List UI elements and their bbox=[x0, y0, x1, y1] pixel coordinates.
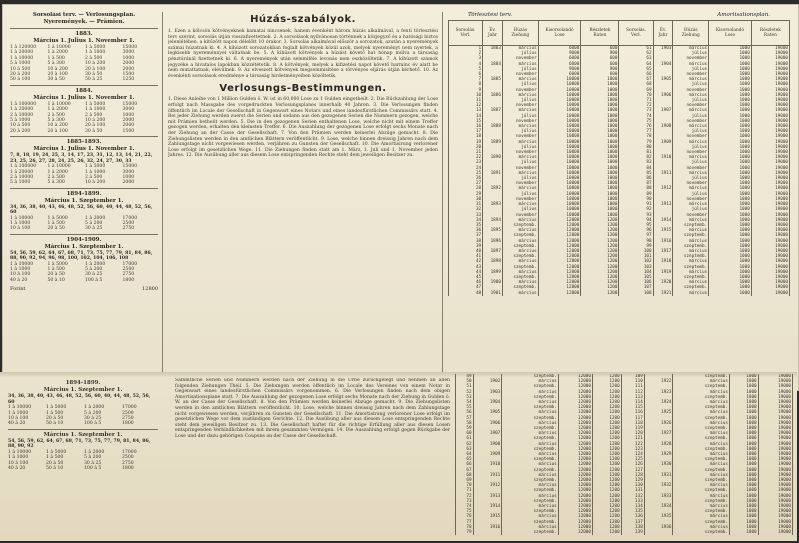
table-row: 10 1886 március 10000 1000 70 1906 március 1000 19000 bbox=[449, 93, 790, 98]
bottom-left-column bbox=[8, 380, 158, 538]
table-row: 64 1909 március 12000 1200 124 1929 március 1000 19000 bbox=[456, 452, 793, 457]
table-row: 34 1894 március 12000 1200 94 1914 március 1000 19000 bbox=[449, 218, 790, 223]
table-row: 59 szeptemb. 12000 1200 119 szeptemb. 1000 19000 bbox=[456, 426, 793, 431]
table-row: 14 július 10000 1000 74 július 1000 19000 bbox=[449, 114, 790, 119]
bottom-middle-text bbox=[175, 378, 450, 538]
table-row: 79 szeptemb. 12000 1200 139 szeptemb. 1000 19000 bbox=[456, 530, 793, 535]
table-row: 9 november 10000 1000 69 november 1000 19000 bbox=[449, 88, 790, 93]
table-row: 32 július 10000 1000 92 július 1000 19000 bbox=[449, 207, 790, 212]
bottom-prize-table: 1 à 10000 1 à 5000 1 à 2000 17000 1 à 1000 1 à 500 5 à 200 2500 10 à 100 20 à 50 30 à 25 2750 40 à 20 50 à 10 100 à 5 1800 bbox=[8, 405, 137, 427]
table-row: 5 július 9000 900 65 július 1000 19000 bbox=[449, 67, 790, 72]
column-header: Részletek Raten bbox=[751, 21, 789, 46]
prize-table-range-1: 1 à 100000 1 à 10000 1 à 5000 15000 1 à 20000 1 à 2000 1 à 1000 3000 2 à 10000 2 à 500 2 à 500 1000 5 à 1000 5 à 300 10 à 200 2000 bbox=[10, 164, 138, 186]
year-range-1: 1885-1893. bbox=[66, 139, 102, 146]
table-row: 16 1888 március 10000 1000 76 1908 március 1000 19000 bbox=[449, 124, 790, 129]
table-row: 23 július 10000 1000 83 július 1000 19000 bbox=[449, 160, 790, 165]
table-row: 3 november 6000 600 63 november 1000 19000 bbox=[449, 56, 790, 61]
table-row: 74 1914 március 12000 1200 134 1934 március 1000 19000 bbox=[456, 504, 793, 509]
table-row: 37 szeptemb. 12000 1200 97 szeptemb. 1000 19000 bbox=[449, 233, 790, 238]
table-row: 25 1891 március 10000 1000 85 1911 március 1000 19000 bbox=[449, 171, 790, 176]
table-row: 41 szeptemb. 12000 1200 101 szeptemb. 1000 19000 bbox=[449, 254, 790, 259]
table-row: 73 szeptemb. 12000 1200 133 szeptemb. 1000 19000 bbox=[456, 499, 793, 504]
rules-column bbox=[168, 12, 438, 372]
bottom-year-range: 1894-1899. bbox=[65, 380, 101, 386]
column-header: Kisorsolandó Lose bbox=[709, 21, 752, 46]
table-row: 52 1903 március 12000 1200 112 1923 március 1000 19000 bbox=[456, 390, 793, 395]
table-row: 2 július 9000 900 62 július 1000 19000 bbox=[449, 51, 790, 56]
column-header: Sorsolás. Verl. bbox=[449, 21, 483, 46]
divider bbox=[10, 136, 158, 137]
table-row: 8 július 10000 1000 68 július 1000 19000 bbox=[449, 82, 790, 87]
left-total bbox=[10, 286, 158, 292]
column-header: Év. Jahr bbox=[483, 21, 503, 46]
table-row: 47 szeptemb. 12000 1200 107 szeptemb. 1000 19000 bbox=[449, 285, 790, 290]
table-row: 75 szeptemb. 12000 1200 135 szeptemb. 1000 19000 bbox=[456, 509, 793, 514]
column-divider bbox=[162, 12, 163, 372]
column-header: Részletek Raten bbox=[581, 21, 619, 46]
year-1884: 1884. bbox=[75, 87, 93, 94]
table-header-row bbox=[449, 21, 790, 46]
total-value: 12800 bbox=[142, 286, 158, 293]
table-row: 60 1907 március 12000 1200 120 1927 március 1000 19000 bbox=[456, 431, 793, 436]
table-row: 39 szeptemb. 12000 1200 99 szeptemb. 1000 19000 bbox=[449, 244, 790, 249]
divider bbox=[10, 85, 158, 86]
column-header: Sorsolás. Verl. bbox=[619, 21, 653, 46]
column-divider bbox=[442, 12, 443, 372]
table-row: 19 1889 március 10000 1000 79 1909 március 1000 19000 bbox=[449, 140, 790, 145]
table-row: 42 1898 március 12000 1200 102 1918 március 1000 19000 bbox=[449, 259, 790, 264]
table-row: 44 1899 március 12000 1200 104 1919 március 1000 19000 bbox=[449, 270, 790, 275]
column-header: Kisorsolandó Lose bbox=[538, 21, 581, 46]
table-row: 63 szeptemb. 12000 1200 123 szeptemb. 1000 19000 bbox=[456, 447, 793, 452]
table-row: 31 1893 március 10000 1000 91 1913 március 1000 19000 bbox=[449, 202, 790, 207]
table-row: 11 július 10000 1000 71 július 1000 19000 bbox=[449, 98, 790, 103]
rules-text-de: 1. Diese Anleihe von 1 Million Gulden ö. W. ist in 60,000 Lose zu 1 Gulden eingetheilt. 2. Die Rückzahlung der Lose erfolgt nach Massgabe des vorgedruckten Verlosungsplanes innerhalb 40 Jahren. 3. Die Verlosungen finden öffentlich im Locale der Gesellschaft in Gegenwart eines Notars und eines landesfürstlichen Commissärs statt. 4. Bei jeder Ziehung werden zuerst die Serien und sodann aus den gezogenen Serien die Nummern gezogen, welche mit Prämien betheilt werden. 5. Die in den gezogenen Serien enthaltenen Lose, welche nicht mit einem Treffer gezogen werden, erhalten den kleinsten Treffer. 6. Die Auszahlung der gezogenen Lose erfolgt sechs Monate nach der Ziehung an der Casse der Gesellschaft. 7. Von den Prämien werden keinerlei Abzüge gemacht. 8. Die Ziehungslisten werden in den amtlichen Blättern veröffentlicht. 9. Lose, welche binnen dreissig Jahren nach dem Zahlungstage nicht vorgewiesen werden, verjähren zu Gunsten der Gesellschaft. 10. Die Amortisirung verlorener Lose erfolgt im gesetzlichen Wege. 11. Die Ziehungen finden statt am 1. März, 1. Juli und 1. November jeden Jahres. 12. Die Ausübung aller aus diesem Lose entspringenden Rechte steht dem jeweiligen Besitzer zu. bbox=[168, 97, 438, 159]
prize-table-range-3: 1 à 10000 1 à 5000 1 à 2000 17000 1 à 1000 1 à 500 5 à 200 2500 10 à 100 20 à 50 30 à 25 2750 40 à 20 50 à 10 100 à 5 1800 bbox=[10, 261, 138, 283]
bottom-prize-table-2: 1 à 10000 1 à 5000 1 à 2000 17000 1 à 1000 1 à 500 5 à 200 2500 10 à 100 20 à 50 30 à 25 2750 40 à 20 50 à 10 100 à 5 1800 bbox=[8, 450, 137, 472]
table-row: 45 szeptemb. 12000 1200 105 szeptemb. 1000 19000 bbox=[449, 275, 790, 280]
bottom-draw-numbers-2: 54, 56, 59, 62, 64, 67, 68, 71, 73, 75, 77, 79, 81, 84, 86, 88, 90, 92 bbox=[8, 438, 151, 450]
amortisation-header bbox=[448, 12, 790, 20]
table-row: 38 1896 március 12000 1200 98 1916 március 1000 19000 bbox=[449, 239, 790, 244]
table-row: 50 1902 március 12000 1200 110 1922 március 1000 19000 bbox=[456, 379, 793, 384]
table-row: 30 november 10000 1000 90 november 1000 19000 bbox=[449, 197, 790, 202]
table-row: 40 1897 március 12000 1200 100 1917 március 1000 19000 bbox=[449, 249, 790, 254]
table-row: 57 szeptemb. 12000 1200 117 szeptemb. 1000 19000 bbox=[456, 416, 793, 421]
months-range-1: Március 1. Julius 1. November 1. bbox=[33, 146, 135, 153]
column-header: Húzás Ziehung bbox=[502, 21, 538, 46]
prize-table-range-2: 1 à 10000 1 à 5000 1 à 2000 17000 1 à 1000 1 à 500 5 à 200 2500 10 à 100 20 à 50 30 à 25 2750 bbox=[10, 215, 138, 232]
draw-numbers-3: 54, 56, 59, 62, 64, 67, 68, 71, 73, 75, 77, 79, 81, 84, 86, 88, 90, 92, 94, 96, 98, 100, 102, 104, 106, 108 bbox=[10, 250, 153, 262]
table-row: 62 1908 március 12000 1200 122 1928 március 1000 19000 bbox=[456, 442, 793, 447]
table-row: 51 szeptemb. 12000 1200 111 szeptemb. 1000 19000 bbox=[456, 384, 793, 389]
table-row: 26 július 10000 1000 86 július 1000 19000 bbox=[449, 176, 790, 181]
table-row: 69 szeptemb. 12000 1200 129 szeptemb. 1000 19000 bbox=[456, 478, 793, 483]
table-row: 36 1895 március 12000 1200 96 1915 március 1000 19000 bbox=[449, 228, 790, 233]
table-row: 33 november 10000 1000 93 november 1000 19000 bbox=[449, 213, 790, 218]
table-row: 7 1885 március 10000 1000 67 1905 március 1000 19000 bbox=[449, 77, 790, 82]
prize-table-1883: 1 à 120000 1 à 10000 1 à 5000 15000 1 à 20000 1 à 2000 1 à 1000 3000 1 à 10000 1 à 500 2 à 500 1000 5 à 1000 5 à 300 10 à 200 2000 10 à 500 10 à 200 20 à 100 2000 20 à 200 20 à 100 30 à 50 1500 50 à 100 30 à 50 50 à 25 1250 bbox=[10, 45, 138, 83]
rules-text-hu: 1. Ezen a kölcsön kötvényeknek kamatai nincsenek, hanem évenként három húzás alkalmával, a fenti törlesztési terv szerint, sorsolás útján visszafizettetnek. 2. A sorsolások nyilvánosan történnek a közjegyző és a hatósági biztos jelenlétében, a kitűzött napon délelőtt 10 órakor. 3. Sorsolás alkalmával először a sorozatok, azután a nyeremények számai húzatnak ki. 4. A kihúzott sorozatokban foglalt kötvények közül azok, melyek nyereményt nem nyertek, a legkisebb nyereménnyel váltatnak be. 5. A kihúzott kötvények a húzást követő hat hónap múlva a társaság pénztáránál fizettetnek ki. 6. A nyeremények után semmiféle levonás nem eszközöltetik. 7. A kihúzott számok jegyzéke a hivatalos lapokban közzététetik. 8. A kötvények, melyek a kifizetési napot követő harminc év alatt be nem mutattatnak, elévülnek. 9. Az elveszett kötvények megsemmisítése a törvényes eljárás útján kérhető. 10. Az évenkénti sorsolások eredménye a társaság hirdetményeiben közöltetik. bbox=[168, 29, 438, 79]
table-row: 4 1884 március 6000 600 64 1904 március 1000 19000 bbox=[449, 62, 790, 67]
year-range-3: 1904-1909. bbox=[66, 236, 102, 243]
table-row: 70 1912 március 12000 1200 130 1932 március 1000 19000 bbox=[456, 483, 793, 488]
draw-numbers: 7, 8, 18, 19, 24, 25, 3, 14, 17, 23, 31, 12, 13, 14, 21, 22, 23, 25, 26, 27, 28, 24, 25, 26, 32, 24, 27, 30, 33 bbox=[10, 153, 153, 164]
table-row: 28 1892 március 10000 1000 88 1912 március 1000 19000 bbox=[449, 186, 790, 191]
months-1883: Március 1. Julius 1. November 1. bbox=[33, 38, 135, 44]
table-row: 17 július 10000 1000 77 július 1000 19000 bbox=[449, 129, 790, 134]
left-header-1: Sorsolási terv. — Verlosungsplan. bbox=[32, 12, 136, 18]
left-prize-column bbox=[10, 12, 158, 372]
table-row: 15 november 10000 1000 75 november 1000 19000 bbox=[449, 119, 790, 124]
table-row: 61 szeptemb. 12000 1200 121 szeptemb. 1000 19000 bbox=[456, 436, 793, 441]
table-row: 66 1910 március 12000 1200 126 1930 március 1000 19000 bbox=[456, 462, 793, 467]
bottom-amortisation-table bbox=[455, 374, 793, 535]
left-header-2: Nyeremények. — Prämien. bbox=[43, 19, 125, 25]
table-row: 76 1915 március 12000 1200 136 1935 március 1000 19000 bbox=[456, 514, 793, 519]
table-row: 27 november 10000 1000 87 november 1000 19000 bbox=[449, 181, 790, 186]
table-row: 78 1916 március 12000 1200 138 1936 március 1000 19000 bbox=[456, 525, 793, 530]
table-row: 77 szeptemb. 12000 1200 137 szeptemb. 1000 19000 bbox=[456, 520, 793, 525]
bottom-draw-numbers: 34, 36, 38, 40, 43, 46, 48, 52, 56, 60, 40, 44, 48, 52, 56, 60 bbox=[8, 394, 151, 405]
total-label: Forint bbox=[10, 286, 26, 293]
table-row: 43 szeptemb. 12000 1200 103 szeptemb. 1000 19000 bbox=[449, 265, 790, 270]
table-row: 72 1913 március 12000 1200 132 1933 március 1000 19000 bbox=[456, 494, 793, 499]
table-row: 21 november 10000 1000 81 november 1000 19000 bbox=[449, 150, 790, 155]
draw-numbers-2: 34, 36, 38, 40, 43, 46, 48, 52, 56, 60, 40, 44, 48, 52, 56, 60 bbox=[10, 204, 153, 216]
amortisation-table-area bbox=[448, 12, 790, 372]
table-row: 13 1887 március 10000 1000 73 1907 március 1000 19000 bbox=[449, 108, 790, 113]
year-range-2: 1894-1899. bbox=[66, 190, 102, 197]
table-row: 55 szeptemb. 12000 1200 115 szeptemb. 1000 19000 bbox=[456, 405, 793, 410]
divider bbox=[10, 234, 158, 235]
column-header: Év. Jahr bbox=[653, 21, 673, 46]
bottom-rules-text: Sämmtliche Serien und Nummern werden nach der Ziehung in die Urne zurückgelegt und nehmen an allen folgenden Ziehungen Theil. 5. Die Ziehungen werden öffentlich im Locale des Vereines von einem Notar in Gegenwart eines landesfürstlichen Commissärs vorgenommen. 6. Die Verlosungen finden nach dem obigen Amortisationsplane statt. 7. Die Auszahlung der gezogenen Lose erfolgt sechs Monate nach der Ziehung in Gulden ö. W. an der Casse der Gesellschaft. 8. Von den Prämien werden keinerlei Abzüge gemacht. 9. Die Ziehungslisten werden in den amtlichen Blättern veröffentlicht. 10. Lose, welche binnen dreissig Jahren nach dem Zahlungstage nicht vorgewiesen werden, verjähren zu Gunsten der Gesellschaft. 11. Die Amortisirung verlorener Lose erfolgt im gesetzlichen Wege vor dem zuständigen Gerichte. 12. Die Ausübung aller aus diesem Lose entspringenden Rechte steht dem jeweiligen Besitzer zu. 13. Die Gesellschaft haftet für die richtige Erfüllung aller aus diesen Losen entspringenden Verbindlichkeiten mit ihrem gesammten Vermögen. 14. Die Auszahlung erfolgt gegen Rückgabe der Lose und der dazu gehörigen Coupons an der Casse der Gesellschaft. bbox=[175, 378, 450, 439]
months-range-3: Március 1. Szeptember 1. bbox=[44, 243, 124, 250]
table-row: 54 1904 március 12000 1200 114 1924 március 1000 19000 bbox=[456, 400, 793, 405]
prize-table-1884: 1 à 100000 1 à 10000 1 à 5000 15000 1 à 20000 1 à 2000 1 à 1000 3000 2 à 10000 2 à 500 2 à 500 1000 5 à 1000 5 à 300 10 à 200 2000 10 à 500 10 à 200 20 à 100 2000 20 à 200 20 à 100 30 à 50 1500 bbox=[10, 101, 138, 134]
bottom-months-a: Március 1. Szeptember 1. bbox=[43, 387, 123, 393]
table-row: 22 1890 március 10000 1000 82 1910 március 1000 19000 bbox=[449, 155, 790, 160]
table-row: 48 1901 március 12000 1200 108 1921 március 1000 19000 bbox=[449, 291, 790, 296]
table-row: 35 szeptemb. 12000 1200 95 szeptemb. 1000 19000 bbox=[449, 223, 790, 228]
table-row: 56 1905 március 12000 1200 116 1925 március 1000 19000 bbox=[456, 410, 793, 415]
table-row: 46 1900 március 12000 1200 106 1920 március 1000 19000 bbox=[449, 280, 790, 285]
table-row: 20 július 10000 1000 80 július 1000 19000 bbox=[449, 145, 790, 150]
bottom-months-b: Március 1. Szeptember 1. bbox=[43, 431, 123, 438]
bottom-right-table bbox=[455, 374, 793, 538]
header-de: Amortisationsplan. bbox=[717, 12, 770, 18]
table-row: 58 1906 március 12000 1200 118 1926 március 1000 19000 bbox=[456, 421, 793, 426]
table-row: 68 1911 március 12000 1200 128 1931 március 1000 19000 bbox=[456, 473, 793, 478]
rules-title-hu: Húzás-szabályok. bbox=[250, 14, 356, 25]
divider bbox=[8, 429, 158, 430]
divider bbox=[10, 28, 158, 29]
table-row: 71 szeptemb. 12000 1200 131 szeptemb. 1000 19000 bbox=[456, 488, 793, 493]
table-row: 65 szeptemb. 12000 1200 125 szeptemb. 1000 19000 bbox=[456, 457, 793, 462]
table-row: 6 november 6000 600 66 november 1000 19000 bbox=[449, 72, 790, 77]
amortisation-table bbox=[448, 20, 790, 296]
table-row: 29 július 10000 1000 89 július 1000 19000 bbox=[449, 192, 790, 197]
table-row: 53 szeptemb. 12000 1200 113 szeptemb. 1000 19000 bbox=[456, 395, 793, 400]
year-1883: 1883. bbox=[75, 31, 93, 37]
rules-title-de: Verlosungs-Bestimmungen. bbox=[219, 83, 387, 95]
column-header: Húzás Ziehung bbox=[673, 21, 709, 46]
header-hu: Törlesztési terv. bbox=[468, 12, 513, 18]
table-row: 49 szeptemb. 12000 1200 109 szeptemb. 1000 19000 bbox=[456, 374, 793, 379]
divider bbox=[10, 188, 158, 189]
table-row: 18 november 10000 1000 78 november 1000 19000 bbox=[449, 134, 790, 139]
months-1884: Március 1. Julius 1. November 1. bbox=[33, 94, 135, 101]
table-row: 1 1883 március 6000 600 61 1903 március 1000 19000 bbox=[449, 46, 790, 52]
table-row: 67 szeptemb. 12000 1200 127 szeptemb. 1000 19000 bbox=[456, 468, 793, 473]
table-row: 12 november 10000 1000 72 november 1000 19000 bbox=[449, 103, 790, 108]
table-row: 24 november 10000 1000 84 november 1000 19000 bbox=[449, 166, 790, 171]
months-range-2: Március 1. Szeptember 1. bbox=[44, 197, 124, 204]
